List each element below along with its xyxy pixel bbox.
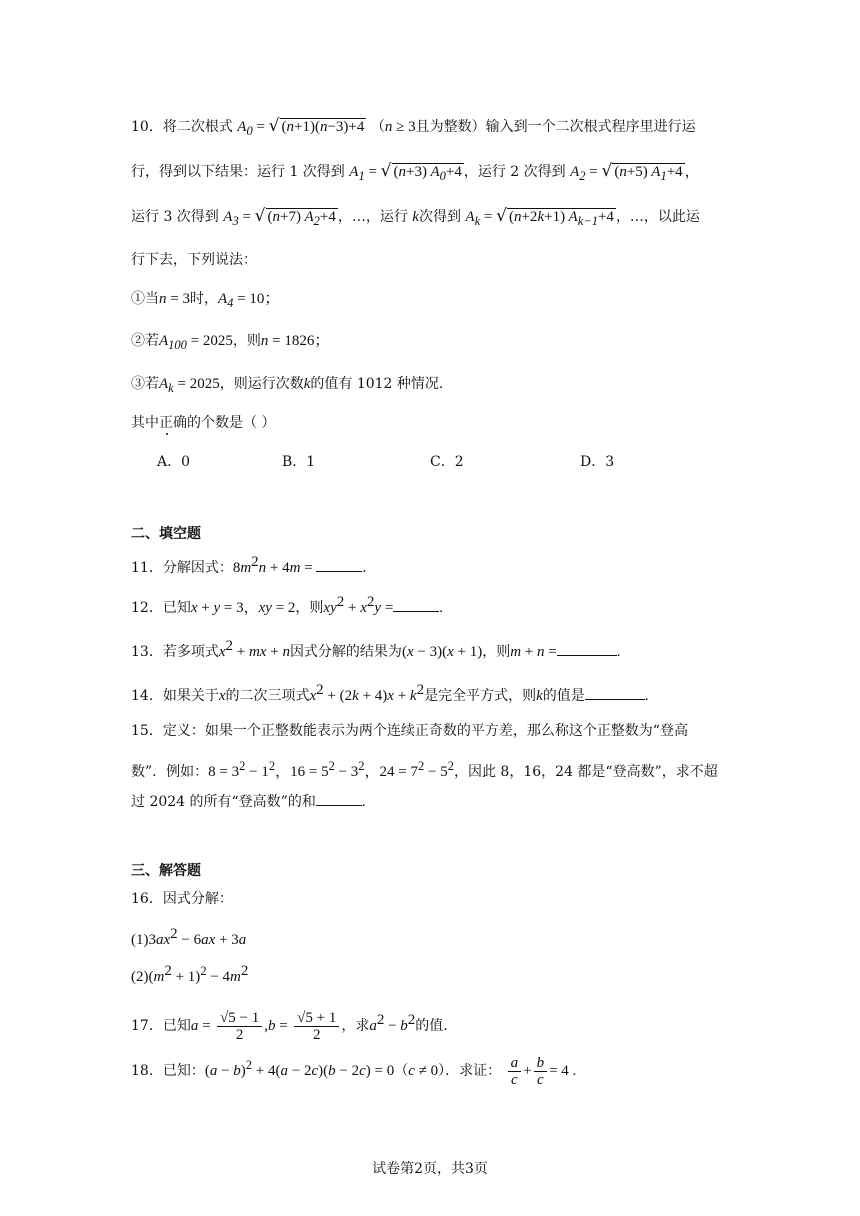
q12: 12．已知x + y = 3，xy = 2，则$xy^2 + x^2y$ = . <box>131 594 444 616</box>
answer-blank[interactable] <box>557 641 617 656</box>
q16-part2: $(2)(m^2 + 1)^2 - 4m^2$ <box>131 963 249 985</box>
choice-d: D．3 <box>580 454 615 470</box>
q14: 14．如果关于x的二次三项式$x^2 + (2k + 4)x + k^2$是完全平方式，则k的值是 . <box>131 682 649 704</box>
choice-b: B．1 <box>282 454 316 470</box>
choice-c: C．2 <box>430 454 464 470</box>
q10-line1: 10．将二次根式 $A_0$ = √ (n+1)(n−3)+4 （n ≥ 3且为整数）输入到一个二次根式程序里进行运 <box>131 116 696 138</box>
formula-a2: $A_2$ = √ (n+5) $A_1+4$ <box>570 161 683 183</box>
q15-line2: 数”．例如：$8 = 3^2 - 1^2$，$16 = 5^2 - 3^2$，$24 = 7^2 - 5^2$，因此 8，16，24 都是“登高数”，求不超 <box>131 759 718 780</box>
q10-question: 其中正确的个数是（ ） <box>131 415 276 431</box>
q10-intro: 10．将二次根式 <box>131 119 233 135</box>
q17: 17．已知a = $\frac{√5 - 1}{2}$ ,b = $\frac{√5 + 1}{2}$ ，求$a^2 - b^2$的值. <box>131 1009 448 1043</box>
answer-blank[interactable] <box>316 557 362 572</box>
emphasis-dot <box>166 433 168 435</box>
condition-n: n ≥ 3 <box>384 119 416 135</box>
formula-a0: $A_0$ = √ (n+1)(n−3)+4 <box>237 116 365 138</box>
q18: 18．已知：$(a - b)^2 + 4(a - 2c)(b - 2c) = 0(c \ne 0)$．求证： $\frac{a}{c}$ + $\frac{b}{c}$ = 4 . <box>131 1054 577 1088</box>
q13: 13．若多项式$x^2$ + mx + n因式分解的结果为(x − 3)(x + 1)，则m + n = . <box>131 638 621 660</box>
answer-blank[interactable] <box>393 597 439 612</box>
section-solutions: 三、解答题 <box>131 863 201 879</box>
q16-title: 16．因式分解： <box>131 891 233 907</box>
q10-statement-3: ③若$A_k = 2025$，则运行次数k的值有 1012 种情况. <box>131 376 444 395</box>
formula-a1: $A_1$ = √ (n+3) $A_0+4$ <box>349 161 462 183</box>
q10-statement-2: ②若$A_{100} = 2025$，则n = 1826； <box>131 333 330 352</box>
q16-part1: $(1)3ax^2 - 6ax + 3a$ <box>131 926 247 948</box>
q15-line1: 15．定义：如果一个正整数能表示为两个连续正奇数的平方差，那么称这个正整数为“登高 <box>131 723 688 739</box>
answer-blank[interactable] <box>585 685 645 700</box>
q10-line4: 行下去，下列说法： <box>131 252 257 268</box>
formula-ak: $A_k$ = √ (n+2k+1) $A_{k-1}+4$ <box>465 206 614 228</box>
q15-line3: 过 2024 的所有“登高数”的和 . <box>131 791 366 812</box>
choice-a: A．0 <box>157 454 191 470</box>
q10-line2: 行，得到以下结果：运行 1 次得到 $A_1$ = √ (n+3) $A_0+4$ ，运行 2 次得到 $A_2$ = √ (n+5) $A_1+4$ ， <box>131 161 700 183</box>
answer-blank[interactable] <box>316 791 362 806</box>
page-footer: 试卷第2页，共3页 <box>372 1161 488 1177</box>
q10-line3: 运行 3 次得到 $A_3$ = √ (n+7) $A_2+4$ ，…，运行 k次得到 $A_k$ = √ (n+2k+1) $A_{k-1}+4$ ，…，以此运 <box>131 206 700 228</box>
q10-statement-1: ①当n = 3时，$A_4 = 10$； <box>131 291 280 310</box>
formula-a3: $A_3$ = √ (n+7) $A_2+4$ <box>223 206 336 228</box>
section-fill-in: 二、填空题 <box>131 526 201 542</box>
q11: 11．分解因式：$8m^2n + 4m$ = . <box>131 554 367 576</box>
